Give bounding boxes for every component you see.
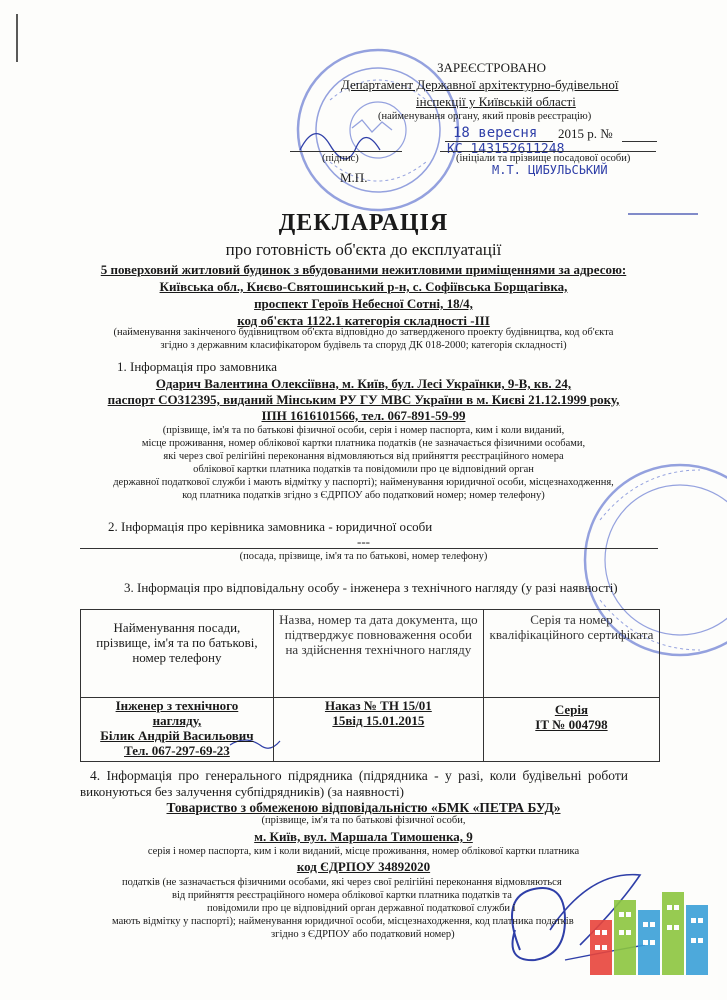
object-line3: проспект Героїв Небесної Сотні, 18/4, — [254, 296, 473, 311]
contractor-code: код ЄДРПОУ 34892020 — [296, 859, 431, 874]
table-header-position: Найменування посади, прізвище, ім'я та по батькові, номер телефону — [81, 610, 274, 698]
section2-caption: (посада, прізвище, ім'я та по батькові, номер телефону) — [239, 551, 488, 562]
seal-place-mark: М.П. — [340, 170, 368, 185]
section4-caption5: повідомили про це відповідний орган державної податкової служби і — [207, 903, 516, 914]
object-caption2: згідно з державним класифікатором будівель та споруд ДК 018-2000; категорія складності) — [160, 340, 567, 351]
section1-heading: 1. Інформація про замовника — [117, 359, 277, 374]
customer-line2: паспорт СО312395, виданий Мінським РУ ГУ МВС України в м. Києві 21.12.1999 року, — [107, 392, 620, 407]
registration-department-line1: Департамент Державної архітектурно-будівельної — [341, 77, 619, 92]
object-caption1: (найменування закінченого будівництвом об'єкта відповідно до затвердженого проекту будівництва, код об'єкта — [113, 327, 614, 338]
official-name: М.Т. ЦИБУЛЬСЬКИЙ — [492, 163, 608, 177]
section2-value: --- — [357, 534, 370, 549]
table-cell-engineer: Інженер з технічного нагляду, Білик Андрій Васильович Тел. 067-297-69-23 — [81, 698, 274, 762]
customer-line3: ІПН 1616101566, тел. 067-891-59-99 — [261, 408, 466, 423]
section1-caption3: які через свої релігійні переконання відмовляються від прийняття реєстраційного номера — [163, 451, 564, 462]
signature-caption: (підпис) — [322, 153, 359, 164]
section1-caption2: місце проживання, номер облікової картки платника податків (не зазначається фізичними особами, — [141, 438, 586, 449]
contractor-address: м. Київ, вул. Маршала Тимошенка, 9 — [254, 829, 473, 844]
site-logo-icon — [590, 892, 708, 975]
engineer-table-row — [81, 698, 660, 762]
section4-caption3: податків (не зазначається фізичними особами, які через свої релігійні переконання відмовляються — [122, 877, 562, 888]
section4-caption6: мають відмітку у паспорті); найменування юридичної особи, місцезнаходження, код платника податків — [112, 916, 574, 927]
table-header-certificate: Серія та номер кваліфікаційного сертифіката — [483, 610, 659, 698]
registration-department-caption: (найменування органу, який провів реєстрацію) — [378, 111, 592, 122]
section4-caption4: від прийняття реєстраційного номера облікової картки платника податків та — [172, 890, 512, 901]
registration-number: КС 143152611248 — [447, 142, 565, 157]
table-cell-order: Наказ № ТН 15/01 15від 15.01.2015 — [273, 698, 483, 762]
object-line4: код об'єкта 1122.1 категорія складності -ІІІ — [237, 313, 490, 328]
registration-department-line2: інспекції у Київській області — [416, 94, 576, 109]
section2-heading: 2. Інформація про керівника замовника - юридичної особи — [108, 519, 433, 534]
table-cell-certificate: Серія ІТ № 004798 — [483, 698, 659, 762]
contractor-company: Товариство з обмеженою відповідальністю «БМК «ПЕТРА БУД» — [166, 800, 561, 815]
round-seal-icon — [298, 50, 458, 210]
section4-caption1: (прізвище, ім'я та по батькові фізичної особи, — [261, 815, 466, 826]
initials-caption: (ініціали та прізвище посадової особи) — [456, 153, 631, 164]
section4-caption2: серія і номер паспорта, ким і коли виданий, місце проживання, номер облікової картки платника — [147, 846, 580, 857]
section4-caption7: згідно з ЄДРПОУ або податковий номер) — [271, 929, 455, 940]
document-subtitle: про готовність об'єкта до експлуатації — [225, 240, 502, 259]
engineer-table — [80, 609, 660, 762]
customer-line1: Одарич Валентина Олексіївна, м. Київ, бул. Лесі Українки, 9-В, кв. 24, — [155, 376, 572, 391]
section1-caption5: державної податкової служби і мають відмітку у паспорті); найменування юридичної особи, місцезнаходження, — [113, 477, 614, 488]
object-line1: 5 поверховий житловий будинок з вбудованими нежитловими приміщеннями за адресою: — [100, 262, 627, 277]
section1-caption6: код платника податків згідно з ЄДРПОУ або податковий номер; номер телефону) — [182, 490, 545, 501]
section1-caption4: облікової картки платника податків та повідомили про це відповідний орган — [193, 464, 534, 475]
table-header-document: Назва, номер та дата документа, що підтверджує повноваження особи на здійснення технічного нагляду — [273, 610, 483, 698]
engineer-table-header-row — [81, 610, 660, 698]
registration-status: ЗАРЕЄСТРОВАНО — [437, 60, 547, 75]
registration-date: 18 вересня — [453, 125, 538, 141]
section4-heading-line2: виконуються без залучення субпідрядників) (за наявності) — [80, 784, 404, 799]
object-line2: Київська обл., Києво-Святошинський р-н, с. Софіївська Борщагівка, — [159, 279, 568, 294]
section3-heading: 3. Інформація про відповідальну особу - інженера з технічного нагляду (у разі наявності) — [124, 580, 618, 595]
document-title: ДЕКЛАРАЦІЯ — [278, 210, 449, 236]
section1-caption1: (прізвище, ім'я та по батькові фізичної особи, серія і номер паспорта, ким і коли виданий, — [162, 425, 565, 436]
section4-heading-line1: 4. Інформація про генерального підрядника (підрядника - у разі, коли будівельні роботи — [90, 768, 628, 783]
registration-year: 2015 р. № — [558, 126, 613, 141]
